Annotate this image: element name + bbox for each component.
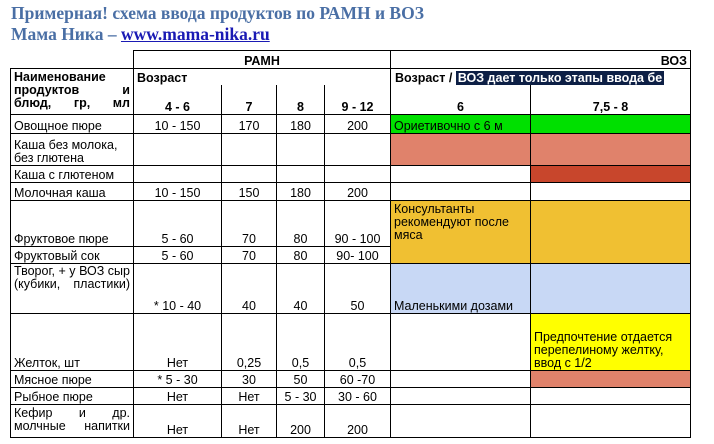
age-col-voz-1: 6 [391,85,531,115]
cell-value: 80 [277,201,325,247]
table-row [11,134,691,166]
cell-value: 30 - 60 [325,388,391,405]
voz-cell [531,264,691,314]
cell-value: 40 [222,264,277,314]
voz-cell [531,388,691,405]
row-name: Фруктовое пюре [11,201,134,247]
cell-value: 180 [277,183,325,201]
age-label-voz [391,69,691,85]
voz-cell [391,405,531,438]
cell-value: Нет [222,405,277,438]
cell-value: Нет [134,314,222,371]
cell-value: 50 [325,264,391,314]
age-col-voz-2: 7,5 - 8 [531,85,691,115]
cell-value: 10 - 150 [134,183,222,201]
feeding-schedule-table [10,50,691,438]
cell-value: 80 [277,247,325,264]
voz-cell [391,371,531,388]
cell-value: 90- 100 [325,247,391,264]
voz-cell [391,388,531,405]
cell-value: 5 - 60 [134,247,222,264]
cell-value: 200 [325,183,391,201]
voz-cell: Маленькими дозами [391,264,531,314]
cell-value: Нет [134,388,222,405]
group-header-ramn: РАМН [134,51,391,69]
voz-cell: Предпочтение отдается перепелиному желтку, ввод с 1/2 [531,314,691,371]
cell-value: 200 [277,405,325,438]
voz-cell [391,134,531,166]
row-name: Молочная каша [11,183,134,201]
voz-cell: Консультанты рекомендуют после мяса [391,201,531,264]
cell-value: Нет [134,405,222,438]
cell-value [222,166,277,183]
cell-value: 0,5 [325,314,391,371]
age-label-voz-text: Возраст / [395,70,453,85]
cell-value: 70 [222,247,277,264]
age-col-1: 4 - 6 [134,85,222,115]
table-row [11,166,691,183]
voz-cell [531,201,691,264]
cell-value [325,134,391,166]
voz-note: ВОЗ дает только этапы ввода бе [457,70,663,85]
age-col-4: 9 - 12 [325,85,391,115]
age-label-ramn: Возраст [134,69,391,85]
voz-cell [531,405,691,438]
row-name: Желток, шт [11,314,134,371]
voz-cell [391,183,531,201]
cell-value: 200 [325,115,391,134]
row-name: Фруктовый сок [11,247,134,264]
cell-value: 50 [277,371,325,388]
col-header-name: Наименование продуктов и блюд, гр, мл [11,69,134,115]
cell-value: 0,25 [222,314,277,371]
row-name: Каша с глютеном [11,166,134,183]
age-col-3: 8 [277,85,325,115]
cell-value: 40 [277,264,325,314]
table-row [11,201,691,247]
cell-value: 0,5 [277,314,325,371]
table-row [11,371,691,388]
cell-value: 30 [222,371,277,388]
table-row [11,264,691,314]
cell-value: 60 -70 [325,371,391,388]
row-name: Мясное пюре [11,371,134,388]
row-name: Рыбное пюре [11,388,134,405]
cell-value [134,134,222,166]
voz-cell [531,134,691,166]
row-name: Кефир и др. молчные напитки [11,405,134,438]
cell-value: Нет [222,388,277,405]
voz-cell [531,166,691,183]
cell-value [134,166,222,183]
group-header-voz: ВОЗ [391,51,691,69]
table-row [11,314,691,371]
cell-value: 200 [325,405,391,438]
cell-value: 90 - 100 [325,201,391,247]
cell-value [325,166,391,183]
page-title: Примерная! схема ввода продуктов по РАМН и ВОЗ [11,3,424,23]
cell-value: * 10 - 40 [134,264,222,314]
row-name: Овощное пюре [11,115,134,134]
cell-value: 170 [222,115,277,134]
site-link[interactable]: www.mama-nika.ru [120,24,270,44]
voz-cell [391,166,531,183]
voz-cell [531,183,691,201]
cell-value [277,166,325,183]
voz-cell [531,115,691,134]
author-label: Мама Ника – [11,24,121,44]
cell-value: 10 - 150 [134,115,222,134]
cell-value [222,134,277,166]
voz-cell: Ориетивочно с 6 м [391,115,531,134]
cell-value: 5 - 60 [134,201,222,247]
cell-value: * 5 - 30 [134,371,222,388]
cell-value: 150 [222,183,277,201]
row-name: Творог, + у ВОЗ сыр (кубики, пластики) [11,264,134,314]
table-row [11,115,691,134]
cell-value: 180 [277,115,325,134]
author-line [11,24,270,45]
table-row [11,405,691,438]
table-row [11,388,691,405]
voz-cell [391,314,531,371]
row-name: Каша без молока, без глютена [11,134,134,166]
cell-value: 5 - 30 [277,388,325,405]
cell-value [277,134,325,166]
table-row [11,183,691,201]
voz-cell [531,371,691,388]
corner-empty [11,51,134,69]
age-col-2: 7 [222,85,277,115]
cell-value: 70 [222,201,277,247]
